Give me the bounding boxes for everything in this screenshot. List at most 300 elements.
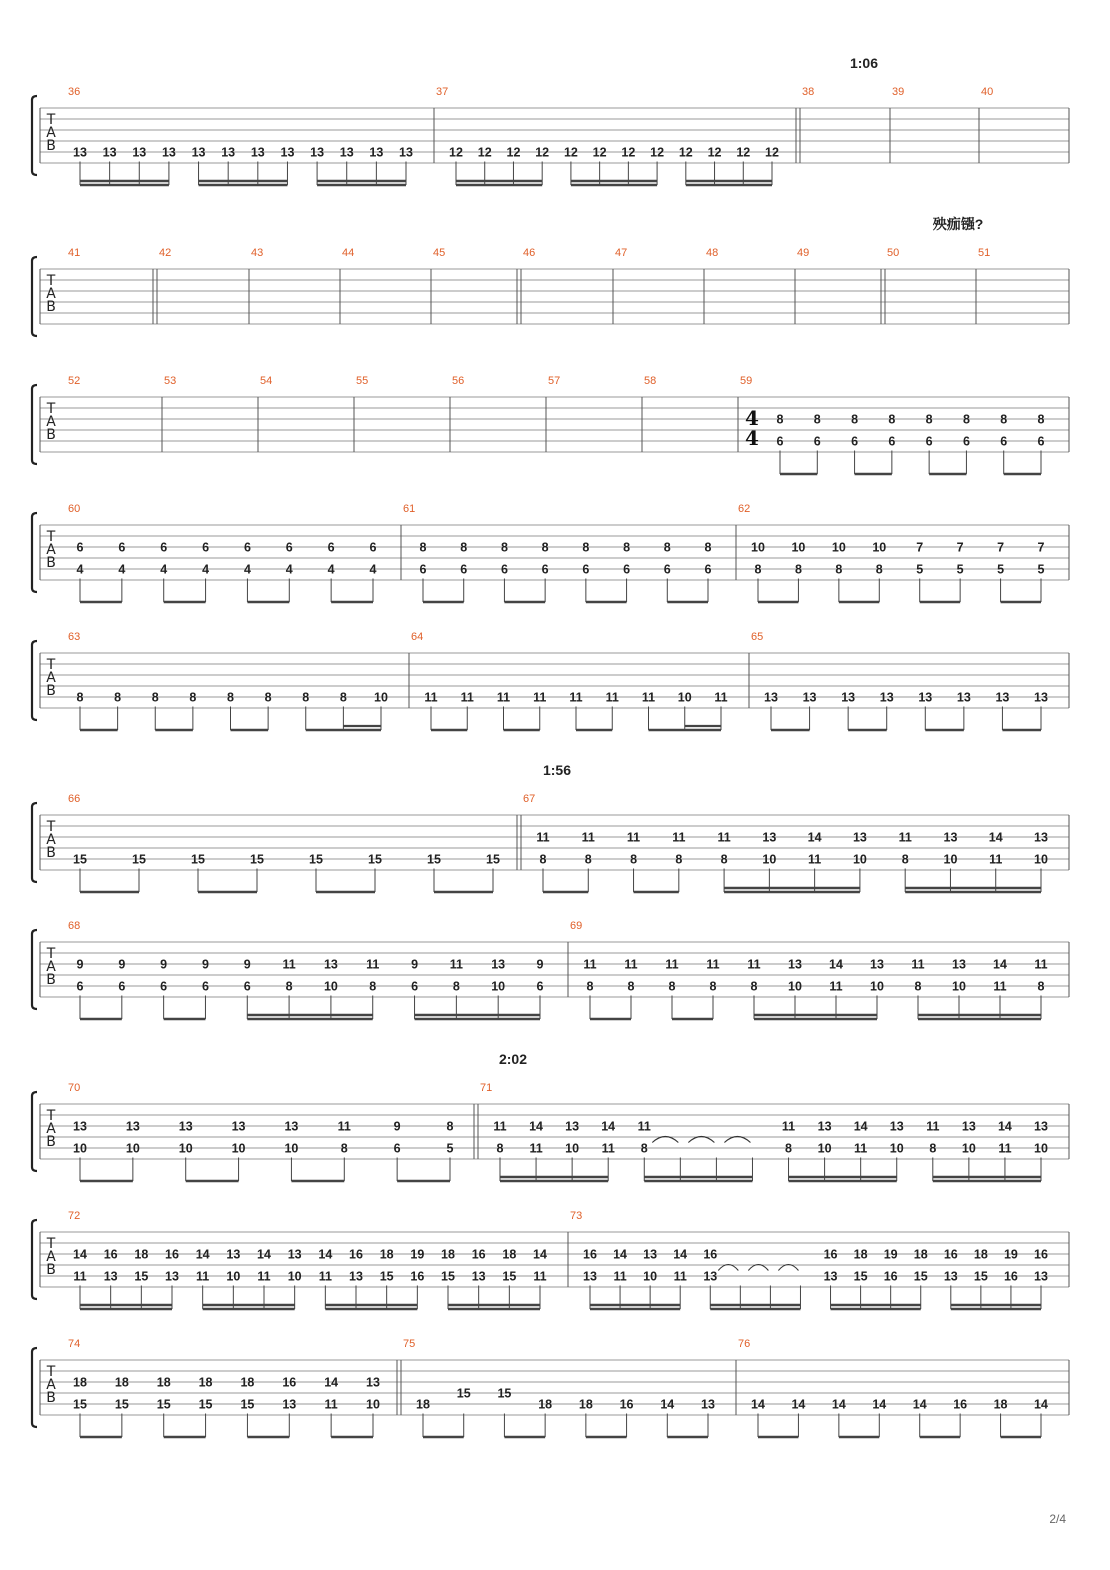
fret-number: 11 <box>665 957 679 972</box>
fret-number: 11 <box>196 1269 210 1284</box>
fret-number: 13 <box>102 145 117 160</box>
section-marker: 2:02 <box>498 1051 528 1067</box>
measure-number: 42 <box>159 247 172 259</box>
fret-number: 12 <box>477 145 492 160</box>
measure-number: 38 <box>802 86 815 98</box>
fret-number: 13 <box>103 1269 118 1284</box>
fret-number: 6 <box>925 434 933 449</box>
page-number: 2/4 <box>1049 1512 1066 1526</box>
fret-number: 8 <box>114 690 122 705</box>
tab-clef-letter: A <box>46 1121 56 1137</box>
tab-system <box>32 631 1069 730</box>
tab-clef-letter: A <box>46 1249 56 1265</box>
fret-number: 16 <box>410 1269 425 1284</box>
tab-system <box>32 503 1069 602</box>
fret-number: 13 <box>226 1247 241 1262</box>
fret-number: 8 <box>302 690 310 705</box>
fret-number: 13 <box>369 145 384 160</box>
fret-number: 6 <box>704 562 712 577</box>
fret-number: 11 <box>854 1141 868 1156</box>
measure-number: 71 <box>480 1082 493 1094</box>
section-marker: 殃痂镪? <box>932 216 984 232</box>
fret-number: 10 <box>788 979 802 994</box>
fret-number: 8 <box>929 1141 937 1156</box>
fret-number: 5 <box>956 562 964 577</box>
fret-number: 15 <box>853 1269 868 1284</box>
fret-number: 10 <box>73 1141 87 1156</box>
fret-number: 18 <box>993 1397 1008 1412</box>
fret-number: 9 <box>393 1119 401 1134</box>
fret-number: 11 <box>673 1269 687 1284</box>
fret-number: 9 <box>201 957 209 972</box>
fret-number: 5 <box>997 562 1005 577</box>
fret-number: 4 <box>285 562 293 577</box>
fret-number: 13 <box>952 957 966 972</box>
fret-number: 13 <box>889 1119 904 1134</box>
fret-number: 11 <box>282 957 296 972</box>
fret-number: 11 <box>601 1141 615 1156</box>
fret-number: 11 <box>626 830 641 845</box>
fret-number: 6 <box>500 562 508 577</box>
fret-number: 13 <box>762 830 777 845</box>
fret-number: 8 <box>189 690 197 705</box>
fret-number: 11 <box>781 1119 796 1134</box>
fret-number: 10 <box>1034 1141 1048 1156</box>
fret-number: 9 <box>536 957 544 972</box>
fret-number: 11 <box>808 852 822 867</box>
fret-number: 13 <box>918 690 933 705</box>
fret-number: 11 <box>989 852 1003 867</box>
fret-number: 15 <box>73 1397 87 1412</box>
systems-layer <box>32 55 1069 1437</box>
fret-number: 10 <box>852 852 867 867</box>
measure-number: 55 <box>356 375 369 387</box>
fret-number: 8 <box>76 690 84 705</box>
tab-clef-letter: B <box>46 1134 56 1150</box>
fret-number: 8 <box>835 562 843 577</box>
fret-number: 7 <box>916 540 924 555</box>
fret-number: 15 <box>368 852 382 867</box>
system-bracket <box>32 930 37 1009</box>
system-bracket <box>32 1092 37 1171</box>
fret-number: 8 <box>640 1141 648 1156</box>
fret-number: 15 <box>379 1269 394 1284</box>
fret-number: 14 <box>601 1119 616 1134</box>
measure-number: 52 <box>68 375 81 387</box>
fret-number: 16 <box>282 1375 297 1390</box>
fret-number: 14 <box>324 1375 339 1390</box>
fret-number: 11 <box>717 830 731 845</box>
measure-number: 73 <box>570 1210 583 1222</box>
tab-system <box>32 216 1069 336</box>
fret-number: 10 <box>287 1269 302 1284</box>
fret-number: 10 <box>125 1141 140 1156</box>
fret-number: 14 <box>988 830 1003 845</box>
measure-number: 47 <box>615 247 628 259</box>
fret-number: 14 <box>993 957 1007 972</box>
fret-number: 18 <box>578 1397 593 1412</box>
fret-number: 14 <box>807 830 822 845</box>
measure-number: 51 <box>978 247 991 259</box>
fret-number: 6 <box>118 979 126 994</box>
tab-system <box>32 762 1069 892</box>
tab-system <box>32 1338 1069 1437</box>
fret-number: 15 <box>191 852 205 867</box>
tab-clef-letter: T <box>46 1108 56 1124</box>
fret-number: 8 <box>888 412 896 427</box>
tab-clef-letter: B <box>46 427 56 443</box>
tab-system <box>32 1210 1069 1309</box>
fret-number: 11 <box>1034 957 1048 972</box>
system-bracket <box>32 803 37 882</box>
fret-number: 8 <box>151 690 159 705</box>
fret-number: 10 <box>323 979 338 994</box>
fret-number: 8 <box>419 540 427 555</box>
measure-number: 63 <box>68 631 81 643</box>
fret-number: 6 <box>813 434 821 449</box>
fret-number: 6 <box>663 562 671 577</box>
fret-number: 4 <box>160 562 168 577</box>
fret-number: 11 <box>926 1119 940 1134</box>
section-marker: 1:56 <box>542 762 572 778</box>
fret-number: 8 <box>875 562 883 577</box>
fret-number: 8 <box>925 412 933 427</box>
fret-number: 14 <box>912 1397 927 1412</box>
measure-number: 61 <box>403 503 416 515</box>
measure-number: 74 <box>68 1338 81 1350</box>
fret-number: 12 <box>736 145 751 160</box>
measure-number: 69 <box>570 920 583 932</box>
fret-number: 9 <box>76 957 84 972</box>
fret-number: 18 <box>73 1375 87 1390</box>
fret-number: 10 <box>231 1141 246 1156</box>
fret-number: 10 <box>1034 852 1048 867</box>
fret-number: 11 <box>613 1269 627 1284</box>
fret-number: 13 <box>788 957 802 972</box>
fret-number: 8 <box>1000 412 1008 427</box>
tab-clef-letter: T <box>46 946 56 962</box>
fret-number: 8 <box>750 979 758 994</box>
fret-number: 13 <box>817 1119 832 1134</box>
fret-number: 11 <box>637 1119 651 1134</box>
fret-number: 9 <box>411 957 419 972</box>
measure-number: 56 <box>452 375 465 387</box>
fret-number: 13 <box>282 1397 297 1412</box>
fret-number: 14 <box>997 1119 1012 1134</box>
fret-number: 11 <box>533 1269 547 1284</box>
fret-number: 6 <box>623 562 631 577</box>
fret-number: 7 <box>956 540 964 555</box>
system-bracket <box>32 96 37 175</box>
fret-number: 18 <box>379 1247 394 1262</box>
measure-number: 67 <box>523 793 536 805</box>
fret-number: 16 <box>1034 1247 1048 1262</box>
tab-clef-letter: B <box>46 555 56 571</box>
fret-number: 16 <box>1003 1269 1018 1284</box>
fret-number: 14 <box>829 957 843 972</box>
tab-clef-letter: A <box>46 125 56 141</box>
fret-number: 8 <box>340 1141 348 1156</box>
fret-number: 10 <box>643 1269 658 1284</box>
fret-number: 15 <box>73 852 87 867</box>
fret-number: 18 <box>973 1247 988 1262</box>
system-bracket <box>32 1348 37 1427</box>
fret-number: 19 <box>1003 1247 1018 1262</box>
fret-number: 6 <box>369 540 377 555</box>
measure-number: 37 <box>436 86 449 98</box>
measure-number: 50 <box>887 247 900 259</box>
fret-number: 13 <box>802 690 817 705</box>
fret-number: 12 <box>621 145 636 160</box>
fret-number: 13 <box>165 1269 179 1284</box>
fret-number: 8 <box>914 979 922 994</box>
fret-number: 16 <box>943 1247 958 1262</box>
tab-clef-letter: B <box>46 972 56 988</box>
fret-number: 18 <box>416 1397 430 1412</box>
fret-number: 4 <box>76 562 84 577</box>
fret-number: 5 <box>916 562 924 577</box>
measure-number: 45 <box>433 247 446 259</box>
fret-number: 13 <box>221 145 236 160</box>
fret-number: 13 <box>366 1375 380 1390</box>
fret-number: 13 <box>125 1119 140 1134</box>
fret-number: 13 <box>943 830 958 845</box>
fret-number: 6 <box>411 979 419 994</box>
fret-number: 6 <box>202 540 210 555</box>
tab-clef-letter: T <box>46 401 56 417</box>
fret-number: 6 <box>962 434 970 449</box>
fret-number: 13 <box>703 1269 718 1284</box>
fret-number: 18 <box>502 1247 517 1262</box>
measure-number: 59 <box>740 375 753 387</box>
fret-number: 11 <box>569 690 583 705</box>
measure-number: 54 <box>260 375 273 387</box>
fret-number: 15 <box>240 1397 255 1412</box>
fret-number: 14 <box>73 1247 87 1262</box>
measure-number: 62 <box>738 503 751 515</box>
fret-number: 12 <box>506 145 521 160</box>
fret-number: 10 <box>943 852 958 867</box>
measure-number: 57 <box>548 375 561 387</box>
fret-number: 13 <box>178 1119 193 1134</box>
fret-number: 8 <box>623 540 631 555</box>
fret-number: 6 <box>243 979 251 994</box>
fret-number: 11 <box>581 830 595 845</box>
fret-number: 15 <box>114 1397 129 1412</box>
fret-number: 10 <box>565 1141 580 1156</box>
fret-number: 13 <box>310 145 325 160</box>
fret-number: 6 <box>1037 434 1045 449</box>
measure-number: 44 <box>342 247 355 259</box>
fret-number: 11 <box>366 957 380 972</box>
time-signature-bottom: 4 <box>745 426 759 450</box>
measure-number: 49 <box>797 247 810 259</box>
fret-number: 11 <box>73 1269 87 1284</box>
fret-number: 9 <box>118 957 126 972</box>
fret-number: 10 <box>374 690 388 705</box>
fret-number: 15 <box>973 1269 988 1284</box>
fret-number: 8 <box>584 852 592 867</box>
fret-number: 11 <box>706 957 720 972</box>
fret-number: 11 <box>911 957 925 972</box>
fret-number: 15 <box>427 852 441 867</box>
fret-number: 6 <box>327 540 335 555</box>
fret-number: 15 <box>309 852 323 867</box>
tab-clef-letter: B <box>46 299 56 315</box>
tab-clef-letter: B <box>46 138 56 154</box>
tab-clef-letter: B <box>46 683 56 699</box>
tab-clef-letter: A <box>46 286 56 302</box>
system-bracket <box>32 385 37 464</box>
fret-number: 10 <box>870 979 884 994</box>
fret-number: 18 <box>853 1247 868 1262</box>
fret-number: 15 <box>913 1269 928 1284</box>
tab-system <box>32 375 1069 474</box>
fret-number: 6 <box>776 434 784 449</box>
fret-number: 16 <box>165 1247 179 1262</box>
fret-number: 11 <box>993 979 1007 994</box>
fret-number: 12 <box>678 145 693 160</box>
fret-number: 16 <box>103 1247 118 1262</box>
fret-number: 16 <box>823 1247 838 1262</box>
measure-number: 70 <box>68 1082 81 1094</box>
fret-number: 15 <box>456 1386 471 1401</box>
fret-number: 15 <box>250 852 264 867</box>
fret-number: 6 <box>1000 434 1008 449</box>
fret-number: 15 <box>502 1269 517 1284</box>
fret-number: 8 <box>369 979 377 994</box>
fret-number: 14 <box>318 1247 333 1262</box>
fret-number: 13 <box>870 957 884 972</box>
measure-number: 46 <box>523 247 536 259</box>
fret-number: 15 <box>441 1269 455 1284</box>
measure-number: 65 <box>751 631 764 643</box>
fret-number: 14 <box>660 1397 675 1412</box>
fret-number: 15 <box>132 852 146 867</box>
tab-clef-letter: T <box>46 1236 56 1252</box>
fret-number: 12 <box>449 145 463 160</box>
fret-number: 13 <box>73 145 87 160</box>
fret-number: 14 <box>195 1247 210 1262</box>
fret-number: 14 <box>529 1119 544 1134</box>
fret-number: 13 <box>1034 1269 1048 1284</box>
fret-number: 13 <box>841 690 856 705</box>
fret-number: 10 <box>178 1141 193 1156</box>
fret-number: 13 <box>565 1119 580 1134</box>
fret-number: 18 <box>538 1397 553 1412</box>
tab-clef-letter: T <box>46 529 56 545</box>
fret-number: 13 <box>284 1119 299 1134</box>
fret-number: 16 <box>619 1397 634 1412</box>
fret-number: 16 <box>471 1247 486 1262</box>
fret-number: 10 <box>491 979 506 994</box>
fret-number: 13 <box>399 145 413 160</box>
fret-number: 8 <box>785 1141 793 1156</box>
measure-number: 68 <box>68 920 81 932</box>
fret-number: 6 <box>160 979 168 994</box>
fret-number: 10 <box>817 1141 832 1156</box>
fret-number: 8 <box>496 1141 504 1156</box>
fret-number: 13 <box>1034 830 1048 845</box>
fret-number: 11 <box>829 979 843 994</box>
fret-number: 6 <box>76 979 84 994</box>
fret-number: 8 <box>813 412 821 427</box>
fret-number: 18 <box>198 1375 213 1390</box>
fret-number: 8 <box>264 690 272 705</box>
fret-number: 18 <box>240 1375 255 1390</box>
fret-number: 16 <box>883 1269 898 1284</box>
fret-number: 8 <box>962 412 970 427</box>
fret-number: 8 <box>720 852 728 867</box>
fret-number: 19 <box>410 1247 425 1262</box>
tab-clef-letter: B <box>46 1390 56 1406</box>
fret-number: 8 <box>1037 412 1045 427</box>
tab-clef-letter: A <box>46 414 56 430</box>
fret-number: 10 <box>677 690 692 705</box>
fret-number: 6 <box>393 1141 401 1156</box>
fret-number: 6 <box>76 540 84 555</box>
measure-number: 48 <box>706 247 719 259</box>
fret-number: 9 <box>243 957 251 972</box>
fret-number: 18 <box>913 1247 928 1262</box>
fret-number: 16 <box>703 1247 718 1262</box>
measure-number: 40 <box>981 86 994 98</box>
measure-number: 41 <box>68 247 81 259</box>
fret-number: 6 <box>201 979 209 994</box>
tab-clef-letter: B <box>46 1262 56 1278</box>
fret-number: 10 <box>226 1269 241 1284</box>
system-bracket <box>32 513 37 592</box>
fret-number: 13 <box>349 1269 363 1284</box>
fret-number: 8 <box>460 540 468 555</box>
fret-number: 6 <box>582 562 590 577</box>
fret-number: 11 <box>672 830 686 845</box>
fret-number: 13 <box>161 145 176 160</box>
fret-number: 8 <box>541 540 549 555</box>
fret-number: 13 <box>823 1269 838 1284</box>
measure-number: 53 <box>164 375 177 387</box>
fret-number: 8 <box>776 412 784 427</box>
fret-number: 8 <box>901 852 909 867</box>
time-signature-top: 4 <box>745 406 759 430</box>
fret-number: 15 <box>486 852 500 867</box>
fret-number: 13 <box>73 1119 87 1134</box>
fret-number: 10 <box>284 1141 299 1156</box>
fret-number: 13 <box>191 145 206 160</box>
fret-number: 13 <box>943 1269 958 1284</box>
fret-number: 11 <box>714 690 728 705</box>
fret-number: 13 <box>1034 690 1048 705</box>
fret-number: 11 <box>424 690 438 705</box>
fret-number: 8 <box>446 1119 454 1134</box>
tab-clef-letter: A <box>46 1377 56 1393</box>
fret-number: 7 <box>1037 540 1045 555</box>
fret-number: 10 <box>791 540 806 555</box>
fret-number: 12 <box>535 145 550 160</box>
fret-number: 8 <box>668 979 676 994</box>
system-bracket <box>32 1220 37 1299</box>
section-marker: 1:06 <box>849 55 879 71</box>
tab-system <box>32 55 1069 185</box>
fret-number: 8 <box>794 562 802 577</box>
fret-number: 11 <box>318 1269 332 1284</box>
fret-number: 14 <box>673 1247 688 1262</box>
fret-number: 6 <box>285 540 293 555</box>
fret-number: 11 <box>529 1141 543 1156</box>
fret-number: 11 <box>605 690 619 705</box>
fret-number: 11 <box>533 690 547 705</box>
measure-number: 58 <box>644 375 657 387</box>
